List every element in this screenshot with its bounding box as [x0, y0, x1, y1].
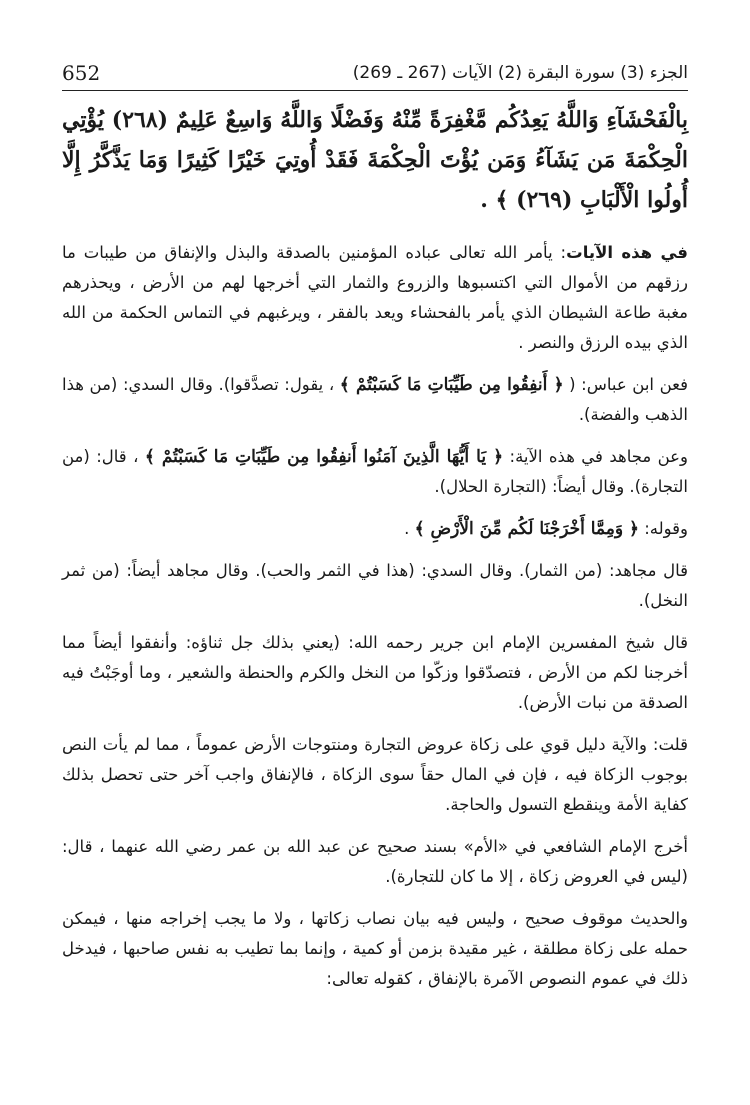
paragraph-3-text-a: وعن مجاهد في هذه الآية: [509, 447, 688, 466]
paragraph-4 [62, 514, 688, 544]
paragraph-3 [62, 442, 688, 502]
paragraph-2-verse: ﴿ أَنفِقُوا مِن طَيِّبَاتِ مَا كَسَبْتُمْ ﴾ [339, 375, 564, 395]
paragraph-2-text-b: ، يقول: تصدَّقوا). وقال السدي: (من هذا الذهب والفضة). [62, 375, 688, 424]
paragraph-3-text-b: ، قال: (من التجارة). وقال أيضاً: (التجارة الحلال). [62, 447, 688, 496]
paragraph-7: قلت: والآية دليل قوي على زكاة عروض التجارة ومنتوجات الأرض عموماً ، مما لم يأت النص بوجوب الزكاة فيه ، فإن في المال حقاً سوى الزكاة ، فالإنفاق واجب آخر حتى تحصل بذلك كفاية الأمة وينقطع التسول والحاجة. [62, 735, 688, 814]
paragraph-2-text-a: فعن ابن عباس: ( [569, 375, 689, 394]
paragraph-3-verse: ﴿ يَا أَيُّهَا الَّذِينَ آمَنُوا أَنفِقُوا مِن طَيِّبَاتِ مَا كَسَبْتُمْ ﴾ [144, 447, 504, 467]
running-head: الجزء (3) سورة البقرة (2) الآيات (267 ـ 269) [352, 63, 688, 83]
paragraph-9: والحديث موقوف صحيح ، وليس فيه بيان نصاب زكاتها ، ولا ما يجب إخراجه منها ، فيمكن حمله على زكاة مطلقة ، غير مقيدة بزمن أو كمية ، وإنما بما تطيب به نفس صاحبها ، فيدخل ذلك في عموم النصوص الآمرة بالإنفاق ، كقوله تعالى: [62, 909, 688, 988]
paragraph-1 [62, 238, 688, 358]
paragraph-5: قال مجاهد: (من الثمار). وقال السدي: (هذا في الثمر والحب). وقال مجاهد أيضاً: (من ثمر النخل). [62, 561, 688, 610]
paragraph-1-text: : يأمر الله تعالى عباده المؤمنين بالصدقة والبذل والإنفاق من طيبات ما رزقهم من الأموال التي اكتسبوها والزروع والثمار التي أخرجها لهم من الأرض ، ويحذرهم مغبة طاعة الشيطان الذي يأمر بالفحشاء ويعد بالفقر ، ويرغبهم في التماس الحكمة من الله الذي بيده الرزق والنصر . [62, 243, 688, 352]
header-divider [62, 90, 688, 91]
paragraph-4-text-a: وقوله: [644, 519, 688, 538]
page-header [62, 58, 688, 88]
paragraph-4-verse: ﴿ وَمِمَّا أَخْرَجْنَا لَكُم مِّنَ الْأَرْضِ ﴾ [414, 519, 639, 539]
paragraph-2 [62, 370, 688, 430]
paragraph-1-lead: في هذه الآيات [566, 243, 688, 262]
paragraph-6: قال شيخ المفسرين الإمام ابن جرير رحمه الله: (يعني بذلك جل ثناؤه: وأنفقوا أيضاً مما أخرجنا لكم من الأرض ، فتصدّقوا وزكّوا من النخل والكرم والحنطة والشعير ، وما أوجَبْتُ فيه الصدقة من نبات الأرض). [62, 633, 688, 712]
page-number: 652 [62, 61, 101, 85]
paragraph-4-text-b: . [404, 519, 410, 538]
quran-verses: بِالْفَحْشَآءِ وَاللَّهُ يَعِدُكُم مَّغْفِرَةً مِّنْهُ وَفَضْلًا وَاللَّهُ وَاسِعٌ عَلِيمٌ (٢٦٨) يُؤْتِي الْحِكْمَةَ مَن يَشَآءُ وَمَن يُؤْتَ الْحِكْمَةَ فَقَدْ أُوتِيَ خَيْرًا كَثِيرًا وَمَا يَذَّكَّرُ إِلَّا أُولُوا الْأَلْبَابِ (٢٦٩) ﴾ . [62, 107, 688, 213]
paragraph-8: أخرج الإمام الشافعي في «الأم» بسند صحيح عن عبد الله بن عمر رضي الله عنهما ، قال: (ليس في العروض زكاة ، إلا ما كان للتجارة). [62, 837, 688, 886]
page-body [62, 100, 688, 1006]
